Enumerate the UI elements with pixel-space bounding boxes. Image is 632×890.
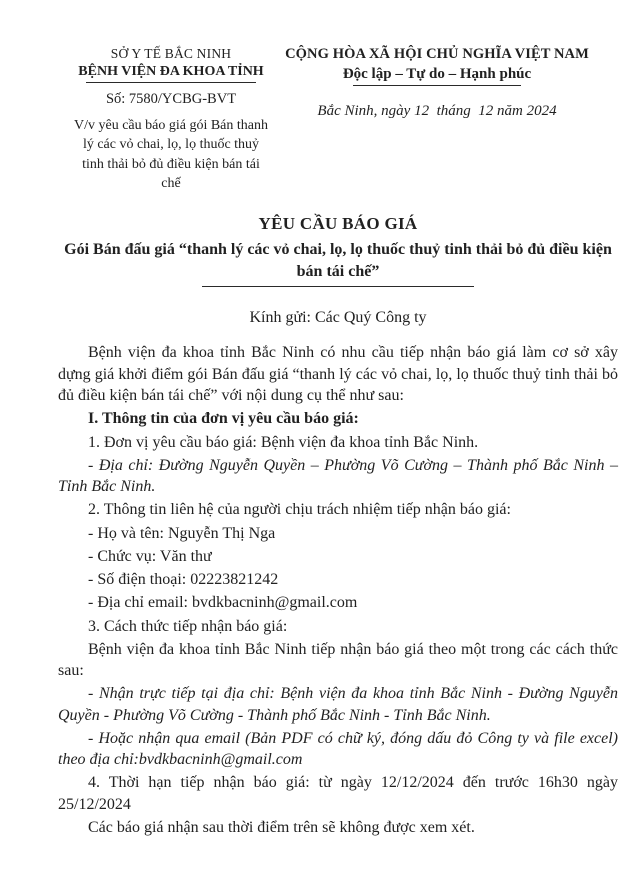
item-contact-heading: 2. Thông tin liên hệ của người chịu trách nhiệm tiếp nhận báo giá:	[88, 501, 511, 519]
document-title: YÊU CẦU BÁO GIÁ	[258, 214, 418, 234]
motto-underline	[353, 85, 521, 86]
paragraph-late-quotes-note: Các báo giá nhận sau thời điểm trên sẽ không được xem xét.	[88, 819, 475, 837]
item-contact-position: - Chức vụ: Văn thư	[88, 547, 212, 565]
paragraph-intro: Bệnh viện đa khoa tỉnh Bắc Ninh có nhu cầu tiếp nhận báo giá làm cơ sở xây dựng giá khởi điểm gói Bán đấu giá “thanh lý các vỏ chai, lọ, lọ thuốc thuỷ tinh thải bỏ đủ điều kiện bán tái chế” với nội dung cụ thể như sau:	[58, 344, 618, 404]
item-receive-in-person: - Nhận trực tiếp tại địa chỉ: Bệnh viện đa khoa tỉnh Bắc Ninh - Đường Nguyễn Quyền - Phường Võ Cường - Thành phố Bắc Ninh - Tỉnh Bắc Ninh.	[58, 685, 618, 724]
document-title-block	[58, 214, 618, 287]
document-number: Số: 7580/YCBG-BVT	[105, 91, 237, 107]
item-requesting-unit: 1. Đơn vị yêu cầu báo giá: Bệnh viện đa khoa tỉnh Bắc Ninh.	[88, 433, 479, 451]
document-subject-abstract: V/v yêu cầu báo giá gói Bán thanh lý các vỏ chai, lọ, lọ thuốc thuỷ tinh thải bỏ đủ điều kiện bán tái chế	[73, 118, 268, 191]
document-body	[58, 342, 618, 838]
salutation-line: Kính gửi: Các Quý Công ty	[249, 309, 427, 327]
agency-name-underline	[86, 82, 256, 83]
item-receive-by-email: - Hoặc nhận qua email (Bản PDF có chữ ký, đóng dấu đỏ Công ty và file excel) theo địa chỉ:bvdkbacninh@gmail.com	[58, 729, 618, 769]
section-1-heading: I. Thông tin của đơn vị yêu cầu báo giá:	[88, 410, 359, 428]
national-motto-block	[284, 46, 590, 193]
national-motto-line1: CỘNG HÒA XÃ HỘI CHỦ NGHĨA VIỆT NAM	[285, 46, 589, 62]
national-motto-line2: Độc lập – Tự do – Hạnh phúc	[342, 66, 532, 82]
item-contact-phone: - Số điện thoại: 02223821242	[88, 571, 279, 589]
item-contact-name: - Họ và tên: Nguyễn Thị Nga	[88, 524, 276, 542]
parent-agency-name: SỞ Y TẾ BẮC NINH	[110, 46, 232, 61]
item-receiving-method-heading: 3. Cách thức tiếp nhận báo giá:	[88, 617, 288, 635]
hospital-name: BỆNH VIỆN ĐA KHOA TỈNH	[78, 64, 264, 79]
item-contact-email: - Địa chỉ email: bvdkbacninh@gmail.com	[88, 594, 358, 612]
paragraph-receiving-methods-intro: Bệnh viện đa khoa tỉnh Bắc Ninh tiếp nhận báo giá theo một trong các cách thức sau:	[58, 640, 618, 680]
issuing-agency-block	[58, 46, 284, 193]
item-unit-address: - Địa chỉ: Đường Nguyễn Quyền – Phường Võ Cường – Thành phố Bắc Ninh – Tỉnh Bắc Ninh.	[58, 456, 618, 496]
document-header	[58, 46, 618, 193]
title-underline	[202, 286, 474, 287]
place-and-date-line: Bắc Ninh, ngày 12 tháng 12 năm 2024	[317, 103, 557, 119]
document-subtitle: Gói Bán đấu giá “thanh lý các vỏ chai, lọ, lọ thuốc thuỷ tinh thải bỏ đủ điều kiện bán tái chế”	[64, 241, 612, 280]
item-deadline: 4. Thời hạn tiếp nhận báo giá: từ ngày 12/12/2024 đến trước 16h30 ngày 25/12/2024	[58, 774, 618, 813]
